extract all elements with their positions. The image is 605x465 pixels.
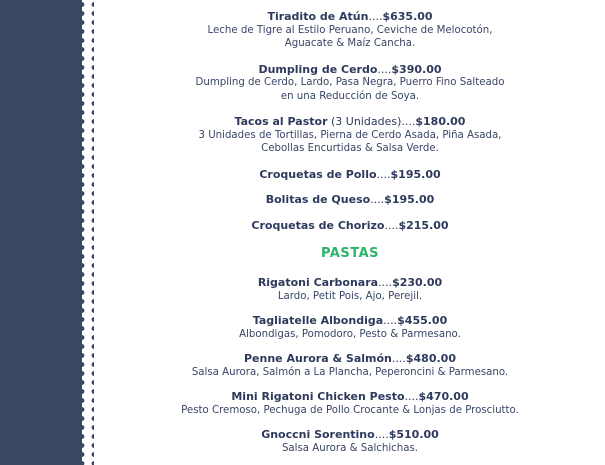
- menu-item-penne-aurora: [95, 350, 605, 379]
- item-note: (3 Unidades): [327, 115, 402, 128]
- item-description: Cebollas Encurtidas & Salsa Verde.: [261, 143, 439, 154]
- item-price: $215.00: [398, 218, 449, 232]
- item-name: Croquetas de Chorizo: [251, 218, 385, 232]
- item-description: Aguacate & Maíz Cancha.: [284, 38, 416, 49]
- item-description: Salsa Aurora, Salmón a La Plancha, Peperoncini & Parmesano.: [191, 366, 509, 378]
- item-dots: ....: [368, 10, 383, 23]
- item-price: $455.00: [397, 314, 448, 327]
- item-description: Lardo, Petit Pois, Ajo, Perejil.: [277, 290, 423, 302]
- menu-page: [95, 8, 605, 455]
- menu-item-tacos: [95, 113, 605, 156]
- item-dots: ....: [401, 115, 416, 128]
- menu-item-bolitas-queso: [95, 191, 605, 207]
- item-name: Dumpling de Cerdo: [258, 62, 378, 76]
- menu-item-croquetas-chorizo: [95, 217, 605, 233]
- left-decorative-band: [0, 0, 82, 465]
- item-name: Rigatoni Carbonara: [257, 276, 379, 289]
- item-dots: ....: [391, 352, 406, 365]
- item-description: Leche de Tigre al Estilo Peruano, Ceviche de Melocotón,: [207, 24, 493, 36]
- item-name: Penne Aurora & Salmón: [244, 352, 392, 365]
- section-title-pastas: PASTAS: [320, 246, 380, 261]
- item-dots: ....: [404, 390, 419, 403]
- menu-item-mini-rigatoni: [95, 388, 605, 417]
- item-description: Dumpling de Cerdo, Lardo, Pasa Negra, Puerro Fino Salteado: [195, 77, 505, 88]
- menu-item-rigatoni-carbonara: [95, 274, 605, 303]
- item-price: $230.00: [392, 276, 443, 289]
- item-name: Mini Rigatoni Chicken Pesto: [231, 390, 405, 403]
- item-name: Gnoccni Sorentino: [261, 428, 375, 441]
- menu-item-dumpling: [95, 61, 605, 104]
- item-description: Pesto Cremoso, Pechuga de Pollo Crocante & Lonjas de Prosciutto.: [181, 404, 519, 416]
- item-dots: ....: [384, 218, 399, 232]
- item-description: 3 Unidades de Tortillas, Pierna de Cerdo Asada, Piña Asada,: [198, 129, 502, 141]
- item-dots: ....: [374, 428, 389, 441]
- item-name: Tiradito de Atún: [267, 10, 369, 23]
- item-name: Bolitas de Queso: [265, 193, 371, 206]
- item-dots: ....: [370, 193, 385, 206]
- item-dots: ....: [378, 276, 393, 289]
- item-price: $180.00: [415, 115, 466, 128]
- item-description: Albondigas, Pomodoro, Pesto & Parmesano.: [239, 328, 461, 340]
- item-price: $195.00: [390, 167, 441, 181]
- item-name: Tacos al Pastor: [234, 115, 328, 128]
- item-name: Tagliatelle Albondiga: [252, 314, 384, 327]
- item-description: en una Reducción de Soya.: [280, 90, 420, 102]
- menu-item-gnoccni: [95, 426, 605, 455]
- item-price: $390.00: [391, 62, 442, 76]
- item-price: $470.00: [418, 390, 469, 403]
- item-price: $510.00: [388, 428, 439, 441]
- dotted-border: [82, 0, 94, 465]
- item-price: $480.00: [405, 352, 456, 365]
- menu-item-tiradito: [95, 8, 605, 51]
- menu-item-croquetas-pollo: [95, 166, 605, 182]
- item-name: Croquetas de Pollo: [259, 167, 377, 181]
- item-dots: ....: [383, 314, 398, 327]
- menu-item-tagliatelle: [95, 312, 605, 341]
- item-description: Salsa Aurora & Salchichas.: [281, 442, 419, 454]
- item-price: $635.00: [382, 10, 433, 23]
- item-dots: ....: [377, 62, 392, 76]
- item-dots: ....: [376, 167, 391, 181]
- item-price: $195.00: [384, 193, 435, 206]
